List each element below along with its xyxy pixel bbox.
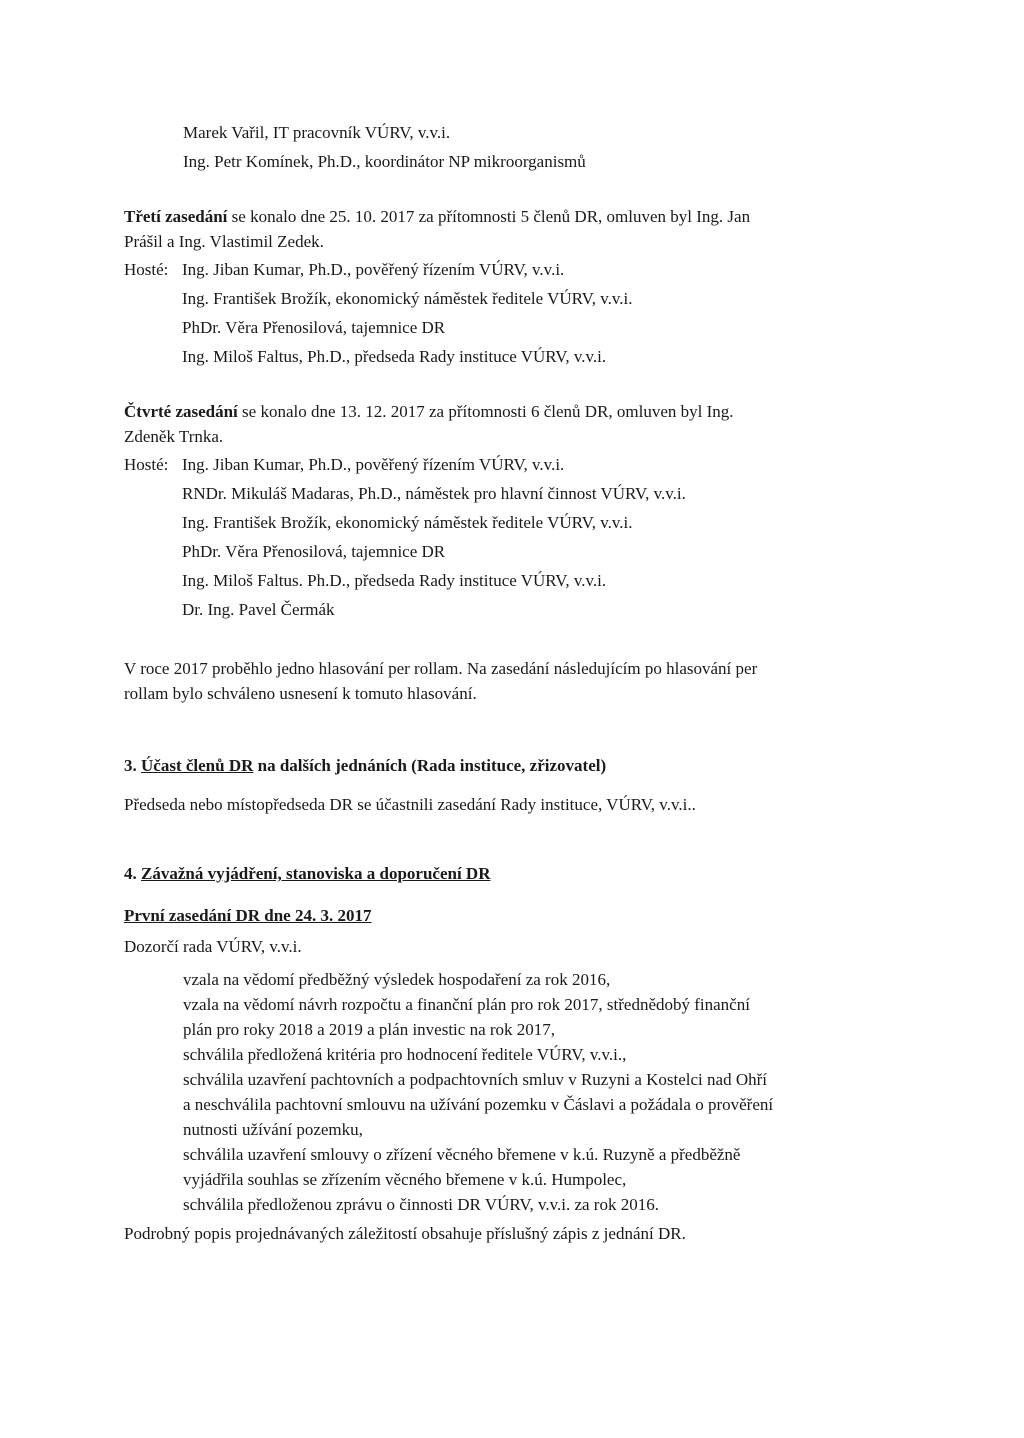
rollam-paragraph-cont: rollam bylo schváleno usnesení k tomuto hlasování. xyxy=(124,684,477,703)
section4-title: Závažná vyjádření, stanoviska a doporučení DR xyxy=(141,864,491,883)
footer-note: Podrobný popis projednávaných záležitostí obsahuje příslušný zápis z jednání DR. xyxy=(124,1224,686,1243)
resolution-item: vzala na vědomí návrh rozpočtu a finanční plán pro rok 2017, střednědobý finanční xyxy=(183,995,750,1014)
resolution-item: a neschválila pachtovní smlouvu na užívání pozemku v Čáslavi a požádala o prověření xyxy=(183,1095,774,1114)
resolution-item: schválila předložená kritéria pro hodnocení ředitele VÚRV, v.v.i., xyxy=(183,1045,627,1064)
meeting4-paragraph xyxy=(124,402,734,422)
section3-title-rest: na dalších jednáních (Rada instituce, zřizovatel) xyxy=(253,756,607,775)
meeting3-text-cont: Prášil a Ing. Vlastimil Zedek. xyxy=(124,232,324,251)
guest-line: Marek Vařil, IT pracovník VÚRV, v.v.i. xyxy=(183,123,451,142)
meeting4-text-cont: Zdeněk Trnka. xyxy=(124,427,224,446)
guest-line: Dr. Ing. Pavel Čermák xyxy=(182,600,335,619)
guest-line: Ing. Miloš Faltus. Ph.D., předseda Rady instituce VÚRV, v.v.i. xyxy=(182,571,607,590)
guest-line: Ing. Jiban Kumar, Ph.D., pověřený řízením VÚRV, v.v.i. xyxy=(182,260,565,279)
meeting4-text: se konalo dne 13. 12. 2017 za přítomnosti 6 členů DR, omluven byl Ing. xyxy=(237,402,734,421)
meeting4-guests-label: Hosté: xyxy=(124,455,169,474)
guest-line: Ing. Petr Komínek, Ph.D., koordinátor NP mikroorganismů xyxy=(183,152,586,171)
section3-text: Předseda nebo místopředseda DR se účastnili zasedání Rady instituce, VÚRV, v.v.i.. xyxy=(124,795,696,814)
first-meeting-title: První zasedání DR dne 24. 3. 2017 xyxy=(124,906,372,925)
meeting3-text: se konalo dne 25. 10. 2017 za přítomnosti 5 členů DR, omluven byl Ing. Jan xyxy=(227,207,751,226)
section3-title-underlined: Účast členů DR xyxy=(141,756,254,775)
section4-number: 4. xyxy=(124,864,141,883)
section3-number: 3. xyxy=(124,756,141,775)
resolution-item: vzala na vědomí předběžný výsledek hospodaření za rok 2016, xyxy=(183,970,611,989)
meeting3-title: Třetí zasedání xyxy=(124,207,228,226)
section3-heading xyxy=(124,756,606,776)
resolution-item: vyjádřila souhlas se zřízením věcného břemene v k.ú. Humpolec, xyxy=(183,1170,627,1189)
meeting3-guests-label: Hosté: xyxy=(124,260,169,279)
meeting4-title: Čtvrté zasedání xyxy=(124,402,238,421)
section4-heading xyxy=(124,864,490,884)
board-label: Dozorčí rada VÚRV, v.v.i. xyxy=(124,937,302,956)
resolution-item: schválila uzavření smlouvy o zřízení věcného břemene v k.ú. Ruzyně a předběžně xyxy=(183,1145,741,1164)
guest-line: RNDr. Mikuláš Madaras, Ph.D., náměstek pro hlavní činnost VÚRV, v.v.i. xyxy=(182,484,686,503)
meeting3-paragraph xyxy=(124,207,750,227)
resolution-item: plán pro roky 2018 a 2019 a plán investic na rok 2017, xyxy=(183,1020,556,1039)
guest-line: Ing. František Brožík, ekonomický náměstek ředitele VÚRV, v.v.i. xyxy=(182,513,633,532)
guest-line: Ing. Jiban Kumar, Ph.D., pověřený řízením VÚRV, v.v.i. xyxy=(182,455,565,474)
first-meeting-heading xyxy=(124,906,371,926)
rollam-paragraph: V roce 2017 proběhlo jedno hlasování per rollam. Na zasedání následujícím po hlasování per xyxy=(124,659,758,678)
resolution-item: nutnosti užívání pozemku, xyxy=(183,1120,363,1139)
resolution-item: schválila uzavření pachtovních a podpachtovních smluv v Ruzyni a Kostelci nad Ohří xyxy=(183,1070,767,1089)
guest-line: PhDr. Věra Přenosilová, tajemnice DR xyxy=(182,542,446,561)
guest-line: PhDr. Věra Přenosilová, tajemnice DR xyxy=(182,318,446,337)
resolution-item: schválila předloženou zprávu o činnosti DR VÚRV, v.v.i. za rok 2016. xyxy=(183,1195,659,1214)
guest-line: Ing. Miloš Faltus, Ph.D., předseda Rady instituce VÚRV, v.v.i. xyxy=(182,347,607,366)
guest-line: Ing. František Brožík, ekonomický náměstek ředitele VÚRV, v.v.i. xyxy=(182,289,633,308)
